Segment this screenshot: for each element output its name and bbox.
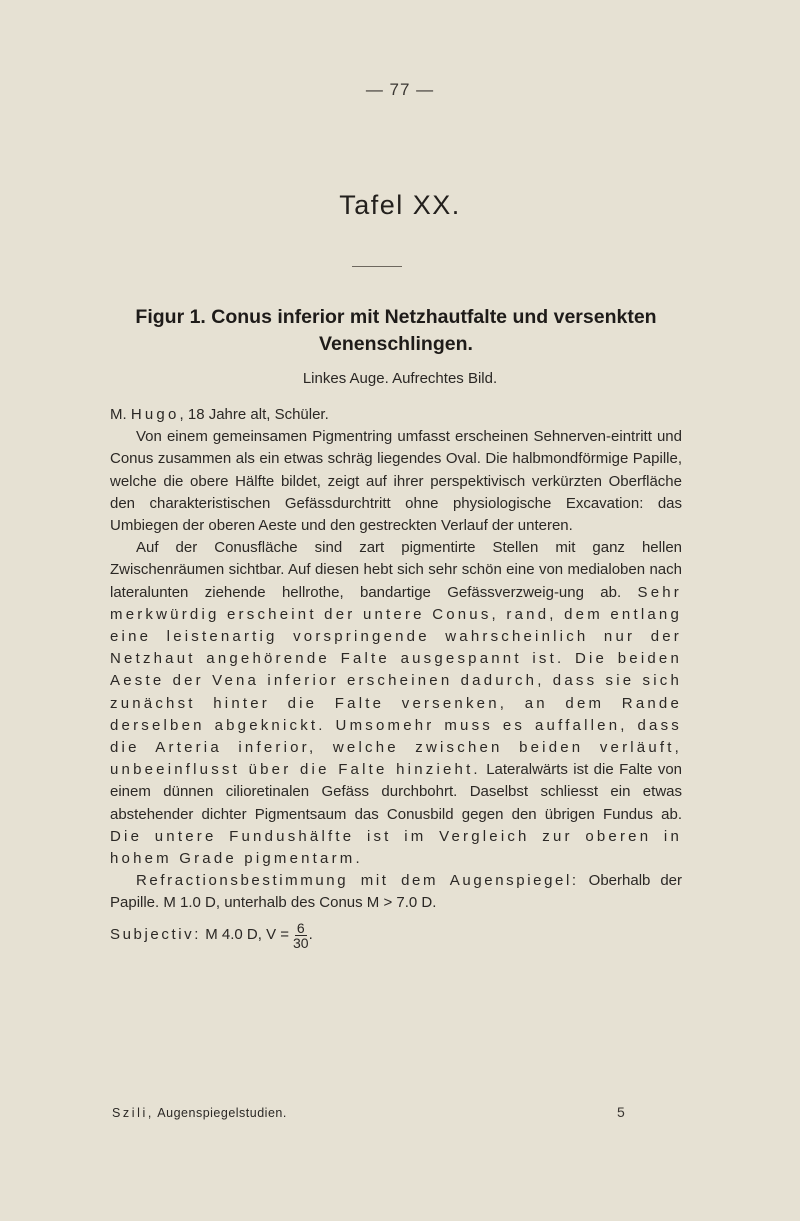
figure-title: Figur 1. Conus inferior mit Netzhautfalte und versenkten Venenschlingen. — [135, 306, 657, 355]
body-text — [110, 404, 682, 950]
footer-author: Szili, — [112, 1106, 154, 1120]
paragraph-2-intro: Auf der Conusfläche sind zart pigmentirte Stellen mit ganz hellen Zwischenräumen sichtbar. Auf diesen hebt sich sehr schön eine von medialoben nach lateralunten ziehende hellrothe, bandartige Gefässverzweig-ung ab. — [110, 539, 682, 601]
refraction-label: Refractionsbestimmung mit dem Augenspiegel: — [136, 872, 579, 890]
subjectiv-line: Subjectiv: M 4.0 D, V = $\frac{6}{30}$ . — [110, 919, 313, 951]
paragraph-1: Von einem gemeinsamen Pigmentring umfasst erscheinen Sehnerven-eintritt und Conus zusammen als ein etwas schräg liegendes Oval. Die halbmondförmige Papille, welche die obere Hälfte bildet, zeigt auf ihrer perspektivisch verkürzten Oberfläche den charakteristischen Gefässdurchtritt ohne physiologische Excavation: das Umbiegen der oberen Aeste und den gestreckten Verlauf der unteren. — [110, 428, 682, 535]
footer-book: Augenspiegelstudien. — [157, 1106, 287, 1120]
figure-subtitle: Linkes Auge. Aufrechtes Bild. — [302, 370, 498, 387]
fraction-numerator: 6 — [296, 919, 305, 936]
patient-details: , 18 Jahre alt, Schüler. — [179, 406, 329, 423]
paragraph-3 — [110, 870, 682, 914]
patient-line — [110, 404, 682, 426]
page-number: — 77 — — [365, 80, 435, 99]
paragraph-2-middle: Lateralwärts ist die Falte von einem dünnen cilioretinalen Gefäss durchbohrt. Daselbst schliesst ein etwas abstehender dichter Pigmentsaum das Conusbild gegen den übrigen Fundus ab. — [110, 761, 683, 823]
footer — [112, 1106, 622, 1120]
signature-mark: 5 — [617, 1104, 625, 1120]
plate-title: Tafel XX. — [339, 190, 461, 220]
title-divider — [352, 266, 402, 267]
refraction-text: Oberhalb der Papille. M 1.0 D, unterhalb des Conus M > 7.0 D. — [110, 872, 683, 912]
subjectiv-value: M 4.0 D, V = — [205, 926, 290, 944]
paragraph-2-spaced-2: Die untere Fundushälfte ist im Vergleich zur oberen in hohem Grade pigmentarm. — [110, 827, 682, 868]
fraction-denominator: 30 — [293, 934, 309, 951]
paragraph-2 — [110, 537, 682, 870]
visus-fraction — [293, 921, 309, 950]
patient-prefix: M. — [110, 406, 127, 423]
patient-name: Hugo — [130, 406, 180, 423]
subjectiv-label: Subjectiv: — [110, 926, 202, 944]
paragraph-2-spaced-1: Sehr merkwürdig erscheint der untere Conus, rand, dem entlang eine leistenartig vorspringende wahrscheinlich nur der Netzhaut angehörende Falte ausgespannt ist. Die beiden Aeste der Vena inferior erscheinen dadurch, dass sie sich zunächst hinter die Falte versenken, an dem Rande derselben abgeknickt. Umsomehr muss es auffallen, dass die Arteria inferior, welche zwischen beiden verläuft, unbeeinflusst über die Falte hinzieht. — [110, 583, 682, 779]
